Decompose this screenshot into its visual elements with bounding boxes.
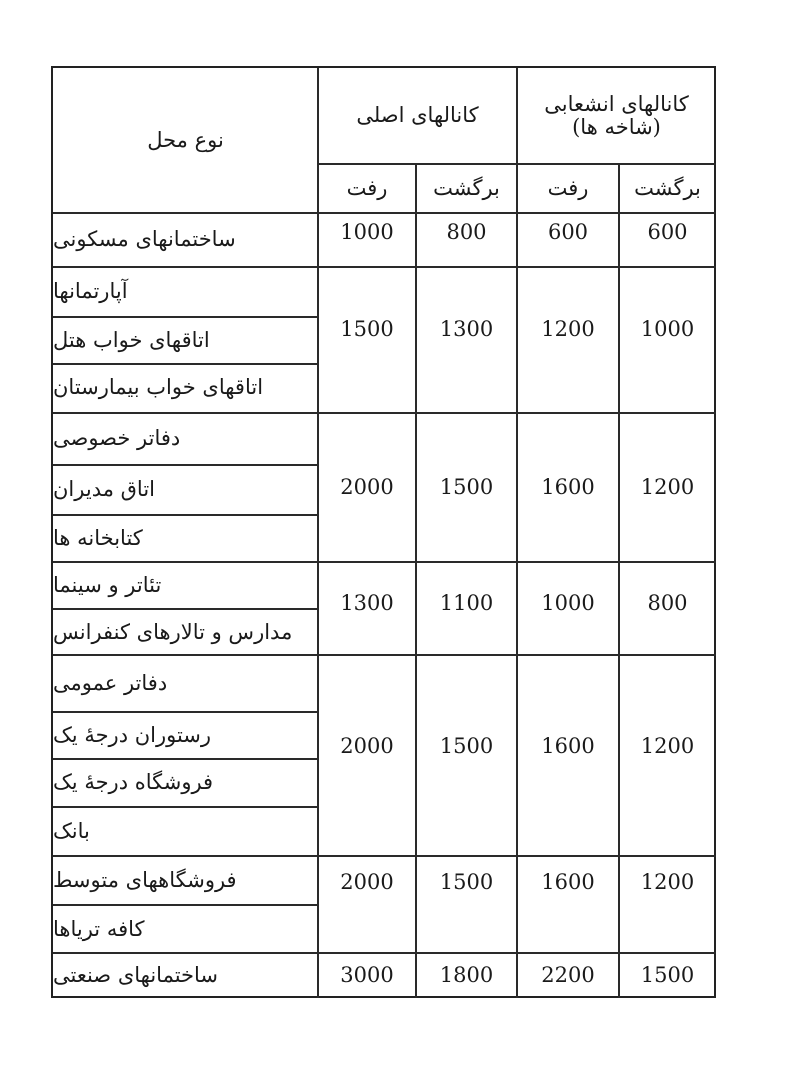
value-main-supply: 1300 [340,591,394,616]
value-branch-supply: 1000 [541,591,595,616]
row-label: ساختمانهای مسکونی [53,227,236,252]
value-branch-return: 1200 [640,870,695,895]
subheader-branch-supply: رفت [547,175,589,200]
row-label: فروشگاه درجهٔ یک [53,770,214,795]
row-label: آپارتمانها [53,279,128,304]
value-main-return: 1500 [439,734,494,759]
header-main-channels: کانالهای اصلی [356,103,479,128]
row-label: اتاق مدیران [53,477,156,502]
row-label: مدارس و تالارهای کنفرانس [53,619,293,644]
subheader-branch-return: برگشت [634,175,701,200]
value-branch-return: 600 [647,220,688,245]
value-main-supply: 2000 [340,870,394,895]
value-branch-supply: 1600 [541,734,595,759]
header-branch-channels [517,68,716,164]
row-label: اتاقهای خواب بیمارستان [53,375,264,400]
row-label: رستوران درجهٔ یک [53,722,212,747]
header-location-type: نوع محل [147,127,224,152]
row-label: دفاتر عمومی [53,670,168,695]
row-label: تئاتر و سینما [53,573,162,598]
value-branch-return: 1200 [640,475,695,500]
value-main-supply: 1000 [340,220,394,245]
value-main-supply: 2000 [340,475,394,500]
value-main-supply: 1500 [340,316,394,341]
subheader-main-return: برگشت [433,175,500,200]
value-branch-supply: 1200 [541,316,595,341]
air-duct-velocity-table [51,66,716,998]
row-label: اتاقهای خواب هتل [53,327,210,352]
row-label: دفاتر خصوصی [53,426,181,451]
value-branch-return: 1500 [640,963,695,988]
row-label: کافه تریاها [53,916,145,941]
row-label: ساختمانهای صنعتی [53,963,219,988]
value-main-return: 1500 [439,870,494,895]
value-branch-supply: 1600 [541,870,595,895]
value-branch-return: 1200 [640,734,695,759]
value-branch-return: 1000 [640,316,695,341]
header-branch-line1: کانالهای انشعابی [544,91,689,116]
header-branch-line2: (شاخه ها) [572,115,661,139]
value-main-return: 1500 [439,475,494,500]
value-branch-supply: 600 [547,220,589,245]
value-branch-supply: 1600 [541,475,595,500]
value-main-return: 1300 [439,316,494,341]
value-main-return: 1800 [439,963,494,988]
subheader-main-supply: رفت [346,175,388,200]
value-branch-return: 800 [647,591,688,616]
row-label: فروشگاههای متوسط [53,867,237,892]
value-main-return: 800 [446,220,487,245]
value-main-return: 1100 [439,591,494,616]
value-main-supply: 3000 [340,963,394,988]
value-main-supply: 2000 [340,734,394,759]
value-branch-supply: 2200 [541,963,595,988]
row-label: کتابخانه ها [53,526,143,551]
row-label: بانک [53,819,90,844]
